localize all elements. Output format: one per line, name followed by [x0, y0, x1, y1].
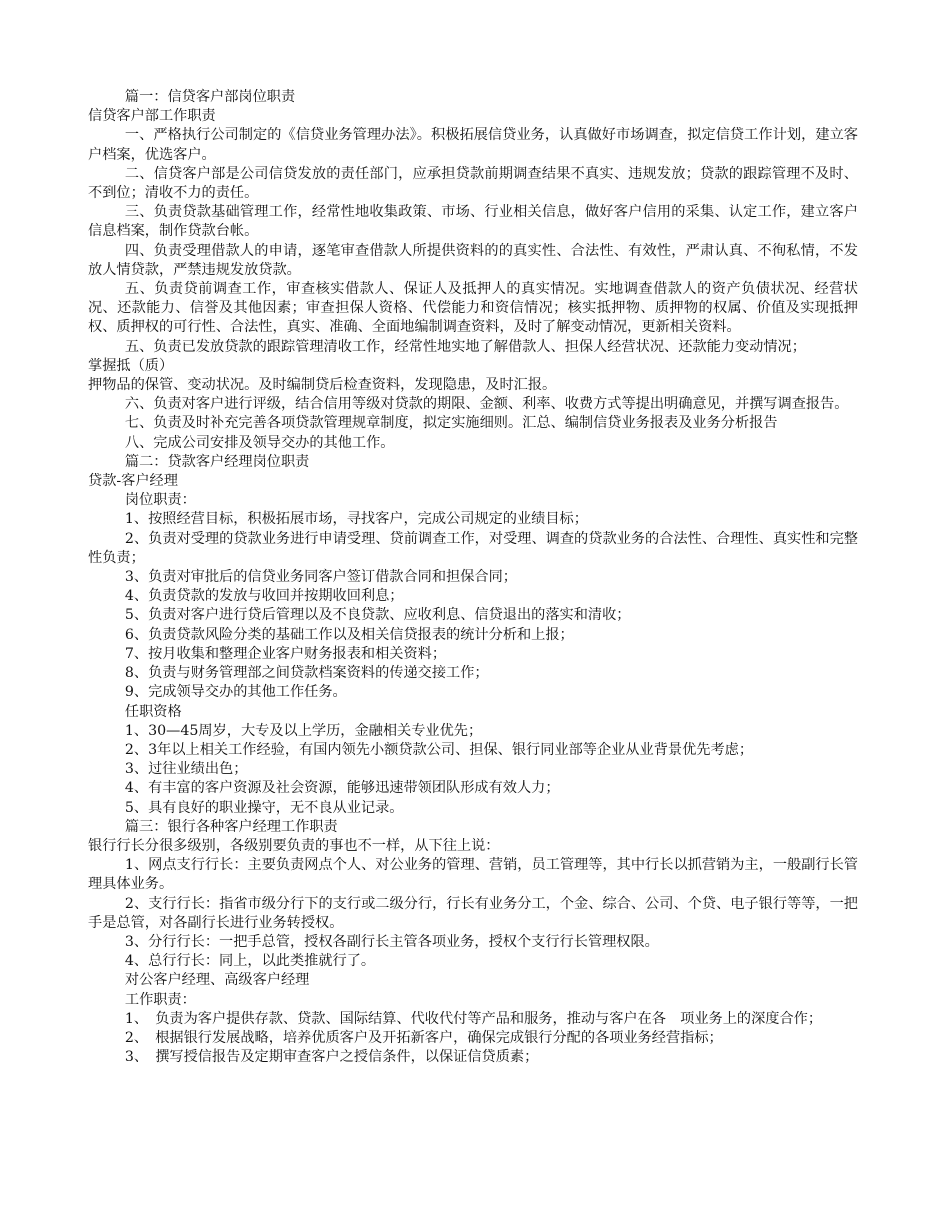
- paragraph: 银行行长分很多级别，各级别要负责的事也不一样，从下往上说：: [88, 837, 500, 854]
- list-item: 5、负责对客户进行贷后管理以及不良贷款、应收利息、信贷退出的落实和清收；: [124, 607, 631, 624]
- doc-subtitle: 贷款-客户经理: [88, 473, 178, 490]
- section-heading: 篇二：贷款客户经理岗位职责: [124, 453, 310, 470]
- list-item: 3、负责对审批后的信贷业务同客户签订借款合同和担保合同；: [124, 569, 517, 586]
- list-item: 4、有丰富的客户资源及社会资源，能够迅速带领团队形成有效人力；: [124, 780, 560, 797]
- list-item: 5、具有良好的职业操守，无不良从业记录。: [124, 799, 404, 816]
- paragraph: 五、负责贷前调查工作，审查核实借款人、保证人及抵押人的真实情况。实地调查借款人的资产负债状况、经营状况、还款能力、信誉及其他因素；审查担保人资格、代偿能力和资信情况；核实抵押物、质押物的权属、价值及实现抵押权、质押权的可行性、合法性，真实、准确、全面地编制调查资料，及时了解变动情况，更新相关资料。: [88, 281, 858, 336]
- list-item: 1、 负责为客户提供存款、贷款、国际结算、代收代付等产品和服务，推动与客户在各 项业务上的深度合作；: [124, 1010, 823, 1027]
- list-item: 3、分行行长：一把手总管，授权各副行长主管各项业务，授权个支行行长管理权限。: [124, 933, 659, 950]
- paragraph: 二、信贷客户部是公司信贷发放的责任部门，应承担贷款前期调查结果不真实、违规发放；贷款的跟踪管理不及时、不到位；清收不力的责任。: [88, 165, 858, 202]
- list-item: 2、负责对受理的贷款业务进行申请受理、贷前调查工作，对受理、调查的贷款业务的合法性、合理性、真实性和完整性负责；: [88, 530, 858, 566]
- document-body: [88, 88, 858, 1067]
- section-heading: 篇三：银行各种客户经理工作职责: [124, 818, 338, 835]
- list-item: 4、总行行长：同上，以此类推就行了。: [124, 953, 376, 970]
- paragraph: 六、负责对客户进行评级，结合信用等级对贷款的期限、金额、利率、收费方式等提出明确意见，并撰写调查报告。: [124, 396, 849, 413]
- list-item: 7、按月收集和整理企业客户财务报表和相关资料；: [124, 645, 447, 662]
- paragraph: 掌握抵（质）: [88, 357, 174, 374]
- paragraph: 五、负责已发放贷款的跟踪管理清收工作，经常性地实地了解借款人、担保人经营状况、还款能力变动情况；: [124, 338, 806, 355]
- list-item: 6、负责贷款风险分类的基础工作以及相关信贷报表的统计分析和上报；: [124, 626, 574, 643]
- list-item: 9、完成领导交办的其他工作任务。: [124, 684, 347, 701]
- list-item: 1、30—45周岁，大专及以上学历，金融相关专业优先；: [124, 722, 483, 739]
- paragraph: 一、严格执行公司制定的《信贷业务管理办法》。积极拓展信贷业务，认真做好市场调查，拟定信贷工作计划，建立客户档案，优选客户。: [88, 127, 858, 163]
- list-item: 1、按照经营目标，积极拓展市场，寻找客户，完成公司规定的业绩目标；: [124, 511, 588, 528]
- list-item: 8、负责与财务管理部之间贷款档案资料的传递交接工作；: [124, 665, 489, 682]
- subheading: 对公客户经理、高级客户经理: [124, 972, 310, 989]
- list-item: 2、3年以上相关工作经验，有国内领先小额贷款公司、担保、银行同业部等企业从业背景优先考虑；: [124, 741, 754, 758]
- paragraph: 四、负责受理借款人的申请，逐笔审查借款人所提供资料的的真实性、合法性、有效性，严肃认真、不徇私情，不发放人情贷款，严禁违规发放贷款。: [88, 242, 858, 278]
- section-heading: 篇一：信贷客户部岗位职责: [124, 89, 296, 105]
- subheading: 岗位职责：: [124, 492, 196, 509]
- paragraph: 七、负责及时补充完善各项贷款管理规章制度，拟定实施细则。汇总、编制信贷业务报表及业务分析报告: [124, 415, 778, 432]
- subheading: 工作职责：: [124, 991, 196, 1008]
- paragraph: 八、完成公司安排及领导交办的其他工作。: [124, 434, 395, 451]
- paragraph: 三、负责贷款基础管理工作，经常性地收集政策、市场、行业相关信息，做好客户信用的采集、认定工作，建立客户信息档案，制作贷款台帐。: [88, 204, 858, 240]
- list-item: 3、过往业绩出色；: [124, 761, 248, 778]
- doc-subtitle: 信贷客户部工作职责: [88, 108, 216, 125]
- list-item: 2、支行行长：指省市级分行下的支行或二级分行，行长有业务分工，个金、综合、公司、个贷、电子银行等等，一把手是总管，对各副行长进行业务转授权。: [88, 895, 858, 931]
- list-item: 1、网点支行行长：主要负责网点个人、对公业务的管理、营销，员工管理等，其中行长以抓营销为主，一般副行长管理具体业务。: [88, 857, 858, 893]
- subheading: 任职资格: [124, 703, 182, 720]
- paragraph: 押物品的保管、变动状况。及时编制贷后检查资料，发现隐患，及时汇报。: [88, 377, 557, 394]
- list-item: 2、 根据银行发展战略，培养优质客户及开拓新客户，确保完成银行分配的各项业务经营指标；: [124, 1029, 723, 1046]
- list-item: 4、负责贷款的发放与收回并按期收回利息；: [124, 588, 404, 605]
- list-item: 3、 撰写授信报告及定期审查客户之授信条件，以保证信贷质素；: [124, 1049, 539, 1066]
